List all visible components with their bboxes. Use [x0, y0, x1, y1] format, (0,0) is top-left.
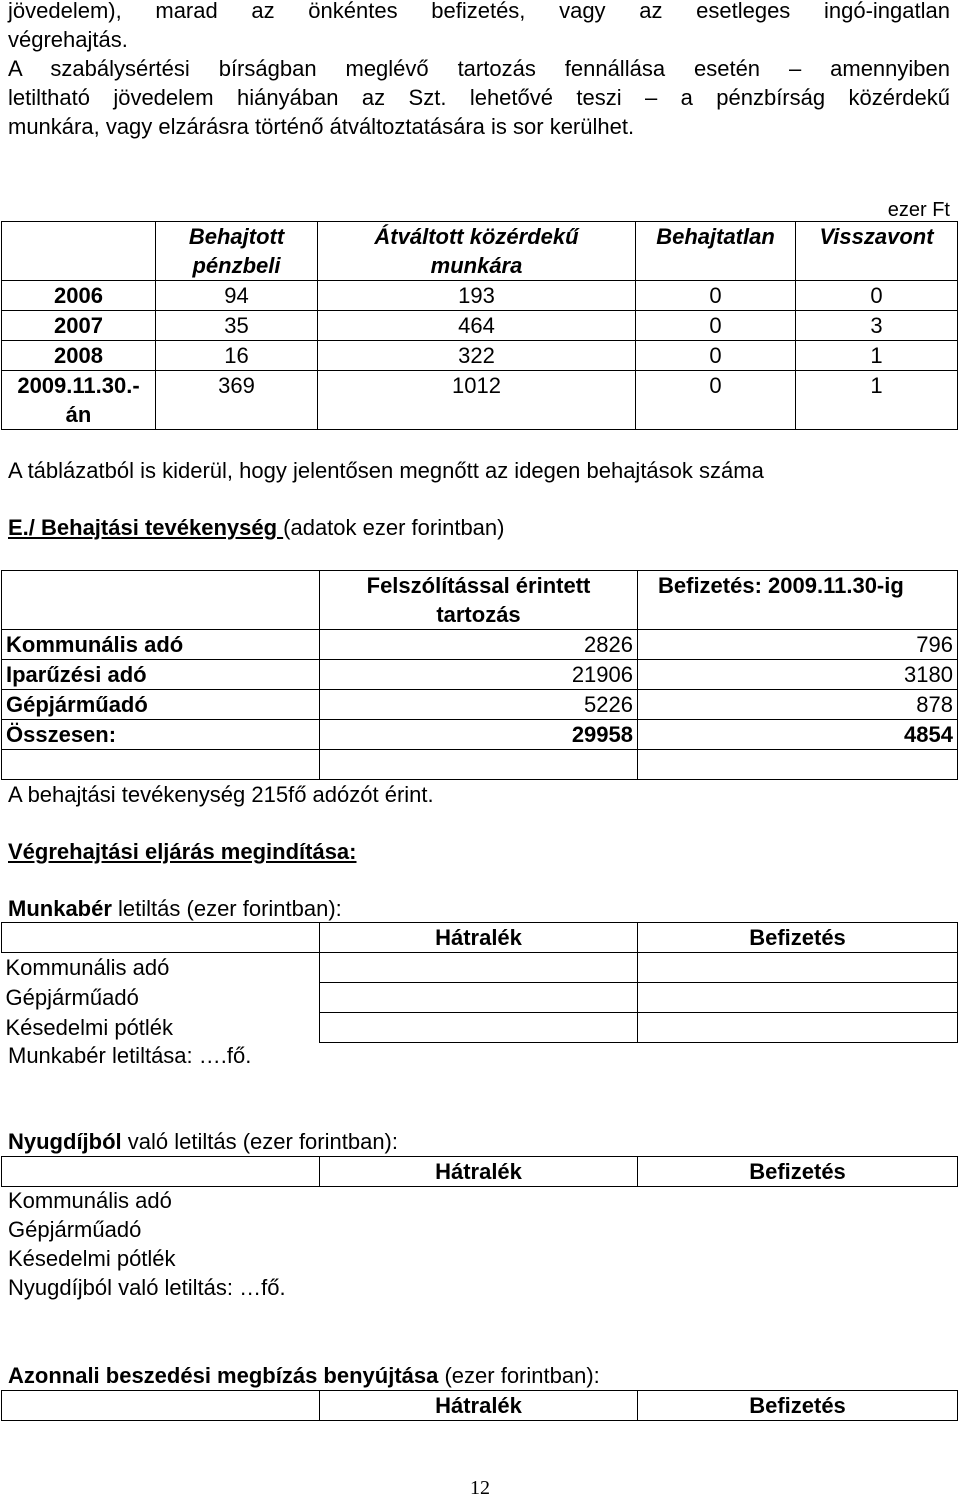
- pension-header-empty: [2, 1157, 320, 1187]
- intro-line-3: A szabálysértési bírságban meglévő tartozás fennállása esetén – amennyiben: [8, 56, 950, 81]
- collection-title-rest: (ezer forintban):: [438, 1363, 600, 1388]
- intro-line-2: végrehajtás.: [8, 27, 128, 52]
- table1-header-converted: [318, 222, 636, 281]
- table-row: [2, 630, 958, 660]
- empty-cell: [638, 953, 958, 983]
- pension-label: Kommunális adó: [8, 1188, 172, 1213]
- table1-cell: 3: [796, 311, 958, 341]
- section-e-heading: [8, 513, 950, 542]
- table1-cell: 1012: [318, 371, 636, 430]
- wage-label: Gépjárműadó: [5, 984, 139, 1010]
- empty-cell: [320, 1013, 638, 1043]
- empty-cell: [320, 750, 638, 780]
- wage-header-empty: [2, 923, 320, 953]
- table1-cell: 0: [636, 371, 796, 430]
- intro-word: ingó-ingatlan: [823, 0, 950, 23]
- section-e-label: Gépjárműadó: [2, 690, 320, 720]
- table1-cell: 94: [156, 281, 318, 311]
- empty-cell: [320, 953, 638, 983]
- pension-labels: [8, 1186, 950, 1302]
- empty-cell: [2, 750, 320, 780]
- section-e-label: Kommunális adó: [2, 630, 320, 660]
- section-e-title: E./ Behajtási tevékenység: [8, 515, 284, 540]
- table1-cell: 0: [636, 341, 796, 371]
- intro-line-1: [8, 0, 950, 25]
- collection-header-row: [2, 1391, 958, 1421]
- pension-title: [8, 1127, 950, 1156]
- intro-word: befizetés,: [431, 0, 526, 23]
- section-e-header-row: [2, 571, 958, 630]
- table-row: [2, 311, 958, 341]
- table-row: [2, 371, 958, 430]
- pension-footer: Nyugdíjból való letiltás: …fő.: [8, 1275, 286, 1300]
- section-e-header-notified: Felszólítással érintett tartozás: [320, 571, 638, 630]
- table1-header-converted-text: Átváltott közérdekű munkára: [374, 224, 579, 278]
- pension-header-row: [2, 1157, 958, 1187]
- wage-footer: Munkabér letiltása: ….fő.: [8, 1043, 252, 1068]
- table1-cell: 322: [318, 341, 636, 371]
- section-e-empty-row: [2, 750, 958, 780]
- collection-activity-table: [1, 570, 958, 780]
- table1-year-cell: 2007: [2, 311, 156, 341]
- table-row: [2, 953, 958, 983]
- collection-header-arrears: Hátralék: [320, 1391, 638, 1421]
- pension-table: [1, 1156, 958, 1187]
- intro-word: esetleges: [696, 0, 791, 23]
- table1-cell: 0: [636, 281, 796, 311]
- section-e-total-cell: 4854: [638, 720, 958, 750]
- collection-header-paid: Befizetés: [638, 1391, 958, 1421]
- intro-line-5: munkára, vagy elzárásra történő átváltoztatására is sor kerülhet.: [8, 114, 635, 139]
- section-e-cell: 878: [638, 690, 958, 720]
- table1-cell: 0: [796, 281, 958, 311]
- empty-cell: [320, 983, 638, 1013]
- table1-year-cell: 2008: [2, 341, 156, 371]
- wage-title-rest: letiltás (ezer forintban):: [111, 896, 342, 921]
- section-e-cell: 2826: [320, 630, 638, 660]
- wage-header-paid: Befizetés: [638, 923, 958, 953]
- table1-cell: 1: [796, 371, 958, 430]
- intro-paragraph: [8, 0, 950, 141]
- wage-label: Késedelmi pótlék: [5, 1014, 174, 1040]
- table1-cell: 35: [156, 311, 318, 341]
- table-row: [2, 690, 958, 720]
- table-row: [2, 281, 958, 311]
- table1-note: A táblázatból is kiderül, hogy jelentősen megnőtt az idegen behajtások száma: [8, 458, 764, 483]
- section-e-cell: 21906: [320, 660, 638, 690]
- intro-word: vagy: [559, 0, 606, 23]
- table-row: [2, 983, 958, 1013]
- page-number: 12: [470, 1477, 490, 1498]
- enforcement-summary-table: [1, 221, 958, 430]
- pension-label: Késedelmi pótlék: [8, 1246, 176, 1271]
- collection-header-empty: [2, 1391, 320, 1421]
- table1-cell: 1: [796, 341, 958, 371]
- section-e-subtitle: (adatok ezer forintban): [283, 515, 505, 540]
- table1-header-withdrawn: Visszavont: [796, 222, 958, 281]
- intro-line-4: letiltható jövedelem hiányában az Szt. lehetővé teszi – a pénzbírság közérdekű: [8, 85, 950, 110]
- table-row: [2, 341, 958, 371]
- wage-title: [8, 894, 950, 923]
- empty-cell: [638, 750, 958, 780]
- pension-header-paid: Befizetés: [638, 1157, 958, 1187]
- table1-cell: 369: [156, 371, 318, 430]
- section-e-label: Iparűzési adó: [2, 660, 320, 690]
- table-row: [2, 660, 958, 690]
- intro-word: az: [639, 0, 663, 23]
- table1-cell: 0: [636, 311, 796, 341]
- pension-header-arrears: Hátralék: [320, 1157, 638, 1187]
- pension-title-rest: való letiltás (ezer forintban):: [121, 1129, 398, 1154]
- table1-cell: 16: [156, 341, 318, 371]
- intro-word: marad: [155, 0, 218, 23]
- section-e-header-empty: [2, 571, 320, 630]
- section-e-cell: 796: [638, 630, 958, 660]
- section-e-note: A behajtási tevékenység 215fő adózót érint.: [8, 782, 434, 807]
- enforcement-heading: Végrehajtási eljárás megindítása:: [8, 839, 357, 864]
- table1-cell: 464: [318, 311, 636, 341]
- wage-header-arrears: Hátralék: [320, 923, 638, 953]
- table1-cell: 193: [318, 281, 636, 311]
- collection-title-bold: Azonnali beszedési megbízás benyújtása: [8, 1363, 439, 1388]
- pension-label: Gépjárműadó: [8, 1217, 142, 1242]
- section-e-cell: 5226: [320, 690, 638, 720]
- section-e-total-row: [2, 720, 958, 750]
- table1-header-cash: Behajtott pénzbeli: [156, 222, 318, 281]
- intro-word: önkéntes: [308, 0, 398, 23]
- intro-word: az: [251, 0, 275, 23]
- section-e-total-cell: 29958: [320, 720, 638, 750]
- intro-word: jövedelem),: [8, 0, 122, 23]
- wage-title-bold: Munkabér: [8, 896, 112, 921]
- table1-year-cell: 2009.11.30.-án: [2, 371, 156, 430]
- pension-title-bold: Nyugdíjból: [8, 1129, 122, 1154]
- empty-cell: [638, 1013, 958, 1043]
- table1-header-row: [2, 222, 958, 281]
- wage-label: Kommunális adó: [5, 955, 170, 980]
- collection-table: [1, 1390, 958, 1421]
- empty-cell: [638, 983, 958, 1013]
- wage-table: [1, 922, 958, 1043]
- section-e-cell: 3180: [638, 660, 958, 690]
- table-row: [2, 1013, 958, 1043]
- section-e-total-label: Összesen:: [2, 720, 320, 750]
- section-e-header-paid: Befizetés: 2009.11.30-ig: [638, 571, 958, 630]
- collection-title: [8, 1361, 950, 1390]
- wage-header-row: [2, 923, 958, 953]
- table1-unit: ezer Ft: [887, 199, 950, 221]
- table1-header-empty: [2, 222, 156, 281]
- table1-header-uncollected: Behajtatlan: [636, 222, 796, 281]
- table1-year-cell: 2006: [2, 281, 156, 311]
